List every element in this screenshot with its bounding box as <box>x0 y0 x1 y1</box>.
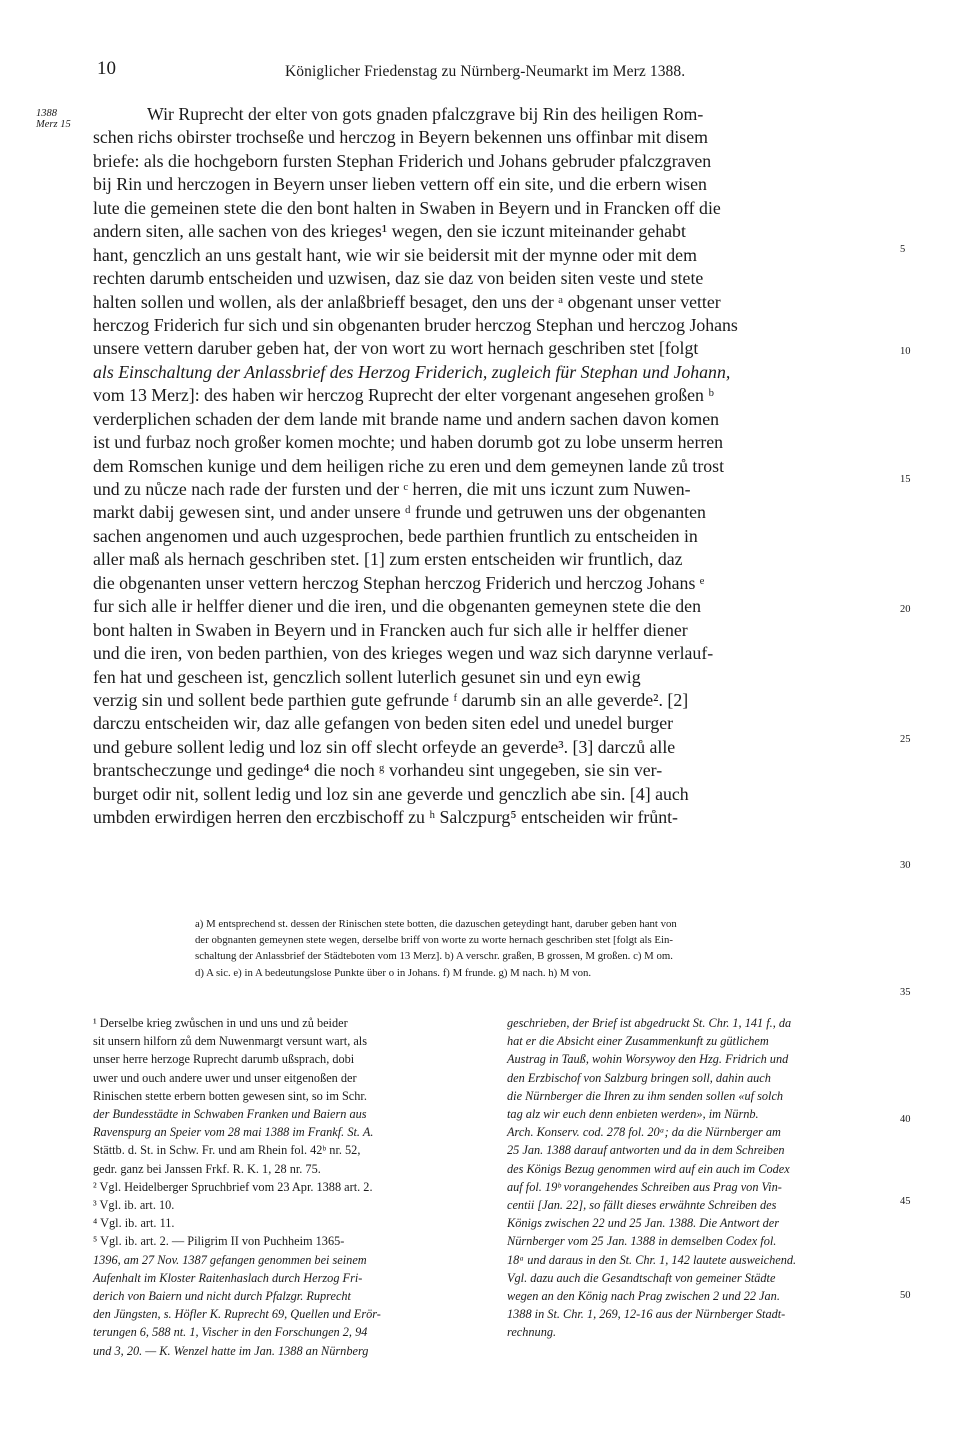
footnote-line: auf fol. 19ᵇ vorangehendes Schreiben aus Prag von Vin- <box>507 1179 782 1194</box>
text-line: vom 13 Merz]: des haben wir herczog Ruprecht der elter vorgenant angesehen großen ᵇ <box>93 385 714 406</box>
line-number: 5 <box>900 244 906 255</box>
footnote-line: 25 Jan. 1388 darauf antworten und da in dem Schreiben <box>507 1143 785 1158</box>
footnote-line: Stättb. d. St. in Schw. Fr. und am Rhein fol. 42ᵇ nr. 52, <box>93 1143 361 1158</box>
footnote-line: hat er die Absicht einer Zusammenkunft zu gütlichem <box>507 1034 769 1049</box>
line-number: 35 <box>900 987 911 998</box>
footnotes-right-column <box>507 1014 897 1342</box>
footnote-line: Austrag in Tauß, wohin Worsywoy den Hzg. Fridrich und <box>507 1052 789 1067</box>
text-line: fur sich alle ir helffer diener und die iren, und die obgenanten gemeynen stete die den <box>93 596 701 617</box>
footnote-line: derich von Baiern und nicht durch Pfalzgr. Ruprecht <box>93 1289 351 1304</box>
footnote-line: 1388 in St. Chr. 1, 269, 12-16 aus der Nürnberger Stadt- <box>507 1307 786 1322</box>
footnote-line: des Königs Bezug genommen wird auf ein auch im Codex <box>507 1161 790 1176</box>
apparatus-line: schaltung der Anlassbrief der Städteboten vom 13 Merz]. b) A verschr. graßen, B grossen, M großen. c) M om. <box>195 950 673 963</box>
footnote-line: den Jüngsten, s. Höfler K. Ruprecht 69, Quellen und Erör- <box>93 1307 381 1322</box>
margin-date <box>36 108 71 130</box>
text-line: markt dabij gewesen sint, und ander unsere ᵈ frunde und getruwen uns der obgenanten <box>93 502 706 523</box>
text-line: andern siten, alle sachen von des krieges¹ wegen, den sie iczunt miteinander gehabt <box>93 221 686 242</box>
text-line: umbden erwirdigen herren den erczbischoff zu ʰ Salczpurg⁵ entscheiden wir frůnt- <box>93 807 678 828</box>
footnote-line: wegen an den König nach Prag zwischen 2 und 22 Jan. <box>507 1289 780 1304</box>
line-number: 40 <box>900 1114 911 1125</box>
footnote-line: und 3, 20. — K. Wenzel hatte im Jan. 1388 an Nürnberg <box>93 1343 369 1358</box>
text-line: bij Rin und herczogen in Beyern unser lieben vettern off ein site, und die erbern wisen <box>93 174 707 195</box>
footnote-line: uwer und ouch andere uwer und unser eitgenoßen der <box>93 1070 357 1085</box>
footnote-line: Ravenspurg an Speier vom 28 mai 1388 im Frankf. St. A. <box>93 1125 374 1140</box>
text-line: Wir Ruprecht der elter von gots gnaden pfalczgrave bij Rin des heiligen Rom- <box>147 104 704 124</box>
page-number: 10 <box>97 58 116 79</box>
critical-apparatus <box>195 916 895 981</box>
line-number: 10 <box>900 346 911 357</box>
line-number: 25 <box>900 734 911 745</box>
footnote-line: die Nürnberger die Ihren zu ihm senden sollen «uf solch <box>507 1088 784 1103</box>
line-number: 50 <box>900 1290 911 1301</box>
margin-date-year: 1388 <box>36 108 57 119</box>
footnote-line: ⁵ Vgl. ib. art. 2. — Piligrim II von Puchheim 1365- <box>93 1234 345 1249</box>
text-line: brantscheczunge und gedinge⁴ die noch ᵍ vorhandeu sint ungegeben, sie sin ver- <box>93 760 663 781</box>
footnote-line: rechnung. <box>507 1325 557 1340</box>
running-title: Königlicher Friedenstag zu Nürnberg-Neumarkt im Merz 1388. <box>285 63 686 80</box>
footnote-line: terungen 6, 588 nt. 1, Vischer in den Forschungen 2, 94 <box>93 1325 368 1340</box>
text-line: rechten darumb entscheiden und uzwisen, daz sie daz von beiden siten veste und stete <box>93 268 704 289</box>
footnote-line: 18ᵃ und daraus in den St. Chr. 1, 142 lautete ausweichend. <box>507 1252 797 1267</box>
footnote-line: 1396, am 27 Nov. 1387 gefangen genommen bei seinem <box>93 1252 367 1267</box>
text-line: sachen angenomen und auch uzgesprochen, bede parthien fruntlich zu entscheiden in <box>93 525 698 546</box>
text-line: ist und furbaz noch großer komen mochte; und haben dorumb got zu lobe unserm herren <box>93 432 724 453</box>
text-line: unsere vettern daruber geben hat, der von wort zu wort hernach geschriben stet [folgt <box>93 338 699 359</box>
text-line: lute die gemeinen stete die den bont halten in Swaben in Beyern und in Francken off die <box>93 197 721 218</box>
footnote-line: geschrieben, der Brief ist abgedruckt St. Chr. 1, 141 f., da <box>507 1016 792 1030</box>
line-number: 45 <box>900 1196 911 1207</box>
page-header <box>0 58 960 90</box>
footnote-line: Aufenhalt im Kloster Raitenhaslach durch Herzog Fri- <box>93 1270 363 1285</box>
footnote-line: ¹ Derselbe krieg zwůschen in und uns und zů beider <box>93 1016 348 1030</box>
text-line: schen richs obirster trochseße und herczog in Beyern bekennen uns offinbar mit disem <box>93 127 708 148</box>
footnote-line: unser herre herzoge Ruprecht darumb ußsprach, dobi <box>93 1052 355 1067</box>
margin-date-day: Merz 15 <box>36 119 71 130</box>
footnote-line: Vgl. dazu auch die Gesandtschaft von gemeiner Städte <box>507 1270 776 1285</box>
text-line: und die iren, von beden parthien, von des krieges wegen und waz sich darynne verlauf- <box>93 643 714 664</box>
footnote-line: sit unsern hilforn zů dem Nuwenmargt versunt wart, als <box>93 1034 368 1049</box>
footnote-line: ³ Vgl. ib. art. 10. <box>93 1198 175 1213</box>
footnote-line: ² Vgl. Heidelberger Spruchbrief vom 23 Apr. 1388 art. 2. <box>93 1179 373 1194</box>
line-number: 30 <box>900 860 911 871</box>
main-text <box>93 103 893 830</box>
footnote-line: centii [Jan. 22], so fällt dieses erwähnte Schreiben des <box>507 1198 777 1213</box>
text-line: hant, genczlich an uns gestalt hant, wie wir sie beidersit mit der mynne oder mit dem <box>93 244 697 265</box>
text-line: verderplichen schaden der dem lande mit brande name und andern sachen davon komen <box>93 408 720 429</box>
line-number: 20 <box>900 604 911 615</box>
text-line: briefe: als die hochgeborn fursten Stephan Friderich und Johans gebruder pfalczgraven <box>93 150 712 171</box>
text-line: herczog Friderich fur sich und sin obgenanten bruder herczog Stephan und herczog Johans <box>93 314 738 335</box>
footnote-line: gedr. ganz bei Janssen Frkf. R. K. 1, 28 nr. 75. <box>93 1161 321 1176</box>
footnote-line: Nürnberger vom 25 Jan. 1388 in demselben Codex fol. <box>507 1234 777 1249</box>
text-line: burget odir nit, sollent ledig und loz sin ane geverde und genczlich abe sin. [4] auch <box>93 783 689 804</box>
text-line: und zu nůcze nach rade der fursten und der ᶜ herren, die mit uns iczunt zum Nuwen- <box>93 479 691 499</box>
footnote-line: Königs zwischen 22 und 25 Jan. 1388. Die Antwort der <box>507 1216 780 1231</box>
footnote-line: den Erzbischof von Salzburg bringen soll, dahin auch <box>507 1070 771 1085</box>
apparatus-line: d) A sic. e) in A bedeutungslose Punkte über o in Johans. f) M frunde. g) M nach. h) M von. <box>195 966 592 979</box>
footnote-line: der Bundesstädte in Schwaben Franken und Baiern aus <box>93 1107 367 1122</box>
text-line: dem Romschen kunige und dem heiligen riche zu eren und dem gemeynen lande zů trost <box>93 455 725 476</box>
footnote-line: Arch. Konserv. cod. 278 fol. 20ᵃ; da die Nürnberger am <box>507 1125 781 1140</box>
text-line: bont halten in Swaben in Beyern und in Francken auch fur sich alle ir helffer diener <box>93 619 688 640</box>
apparatus-line: a) M entsprechend st. dessen der Rinischen stete botten, die dazuschen geteydingt hant, daruber geben hant von <box>195 918 677 930</box>
footnote-line: ⁴ Vgl. ib. art. 11. <box>93 1216 175 1231</box>
line-number: 15 <box>900 474 911 485</box>
text-line: verzig sin und sollent bede parthien gute gefrunde ᶠ darumb sin an alle geverde². [2] <box>93 689 689 710</box>
text-line: darczu entscheiden wir, daz alle gefangen von beden siten edel und unedel burger <box>93 713 674 734</box>
footnote-line: Rinischen stette erbern botten gewesen sint, so im Schr. <box>93 1088 367 1103</box>
apparatus-line: der obgnanten gemeynen stete wegen, derselbe briff von worte zu worte hernach geschriben stet [folgt als Ein- <box>195 934 673 947</box>
text-line: aller maß als hernach geschriben stet. [1] zum ersten entscheiden wir fruntlich, daz <box>93 549 683 570</box>
footnotes-left-column <box>93 1014 488 1360</box>
text-line: die obgenanten unser vettern herczog Stephan herczog Friderich und herczog Johans ᵉ <box>93 572 705 593</box>
text-line: halten sollen und wollen, als der anlaßbrieff besaget, den uns der ᵃ obgenant unser vetter <box>93 291 721 312</box>
footnote-line: tag alz wir euch denn enbieten werden», im Nürnb. <box>507 1107 759 1122</box>
text-line-editorial: als Einschaltung der Anlassbrief des Herzog Friderich, zugleich für Stephan und Johann, <box>93 361 731 382</box>
text-line: fen hat und gescheen ist, genczlich sollent luterlich gesunet sin und eyn ewig <box>93 666 641 687</box>
text-line: und gebure sollent ledig und loz sin off slecht orfeyde an geverde³. [3] darczů alle <box>93 736 676 757</box>
